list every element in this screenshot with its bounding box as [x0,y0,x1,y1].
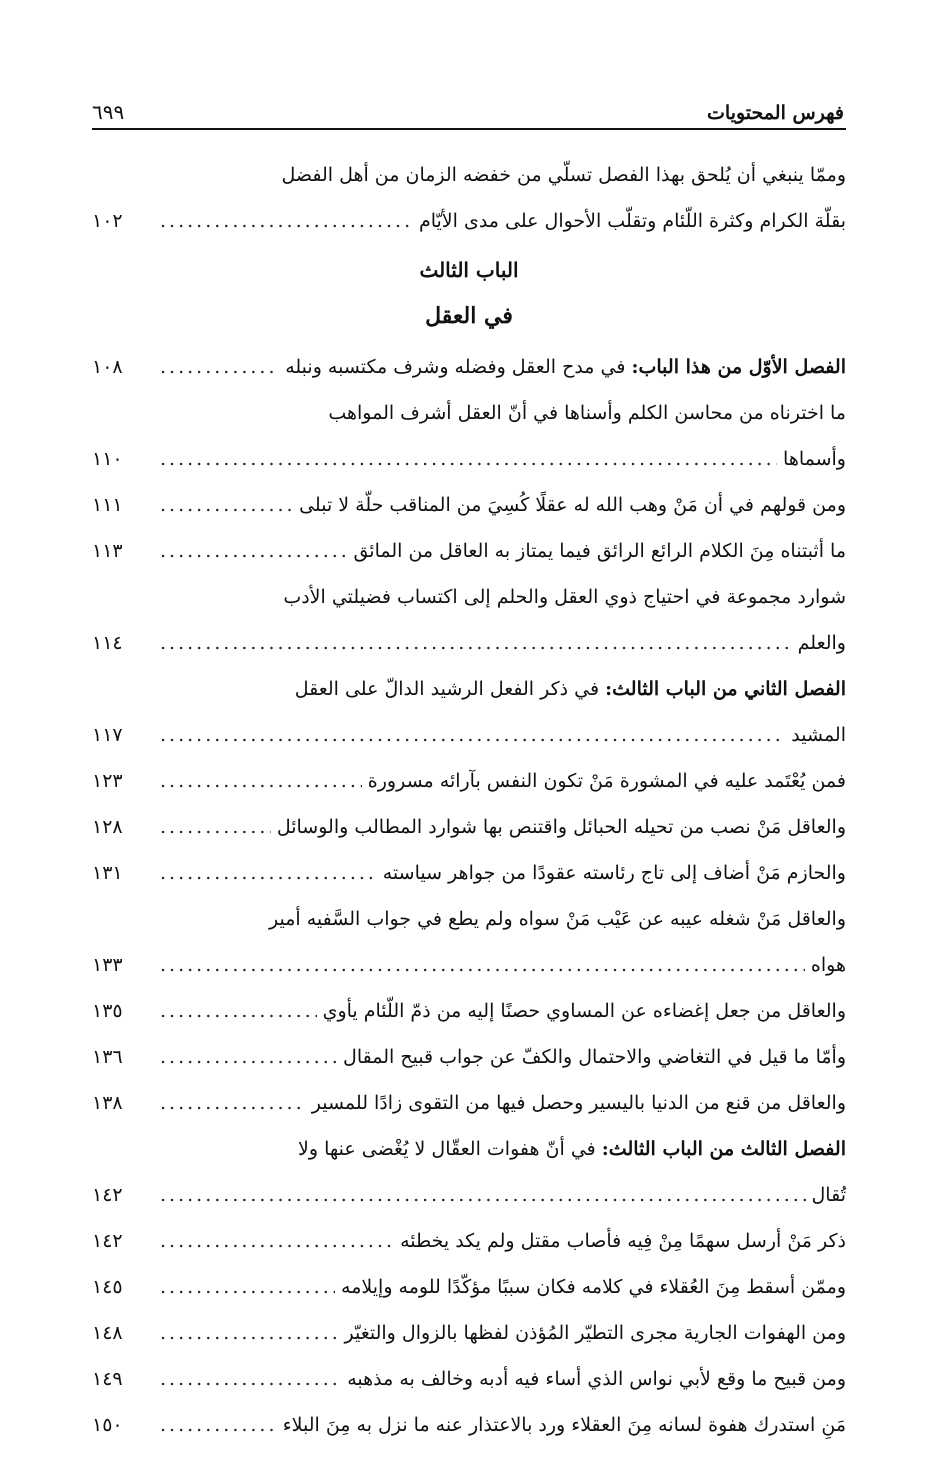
toc-text-body: وممّن أسقط مِنَ العُقلاء في كلامه فكان سببًا مؤكّدًا للومه وإيلامه [341,1276,846,1298]
toc-line [92,1126,846,1172]
dot-leader [160,1402,277,1448]
toc-text-body: والعاقل مَنْ نصب من تحيله الحبائل واقتنص بها شوارد المطالب والوسائل [276,816,846,838]
dot-leader [160,942,805,988]
chapter-subtitle-text: في العقل [425,303,513,329]
toc-line [92,1218,846,1264]
toc-text: والعلم [797,632,846,654]
toc-line [92,758,846,804]
dot-leader [160,620,792,666]
toc-line [92,390,846,436]
toc-text [368,758,846,804]
running-title: فهرس المحتويات [707,102,844,124]
dot-leader [160,1080,306,1126]
toc-line [92,1080,846,1126]
toc-entry [92,1356,846,1402]
toc-text [341,1264,846,1310]
toc-line [92,988,846,1034]
toc-entry [92,758,846,804]
toc-text: وممّا ينبغي أن يُلحق بهذا الفصل تسلّي من خفضه الزمان من أهل الفضل [281,164,846,186]
toc-line [92,1310,846,1356]
chapter-subtitle [92,296,846,344]
toc-entry [92,1034,846,1080]
toc-text [323,988,846,1034]
toc-text [343,1034,846,1080]
toc-entry [92,482,846,528]
toc-line [92,620,846,666]
toc-text-body: ومن الهفوات الجارية مجرى التطيّر المُؤذن لفظها بالزوال والتغيّر [344,1322,846,1344]
dot-leader [160,1172,806,1218]
toc-text-body: ومن قولهم في أن مَنْ وهب الله له عقلًا كُسِيَ من المناقب حلّة لا تبلى [299,494,846,516]
toc-entry [92,390,846,482]
toc-entry [92,988,846,1034]
toc-line [92,1402,846,1448]
toc-text-body: والعاقل مَنْ شغله عيبه عن عَيْب مَنْ سواه ولم يطع في جواب السَّفيه أمير [269,908,846,930]
toc-page-number: ١١٠ [92,448,123,470]
toc-text: تُقال [811,1184,846,1206]
toc-entry [92,1218,846,1264]
toc-text-body: ومن قبيح ما وقع لأبي نواس الذي أساء فيه أدبه وخالف به مذهبه [347,1368,846,1390]
toc-entry [92,1080,846,1126]
toc-text-body: في مدح العقل وفضله وشرف مكتسبه ونبله [285,356,632,378]
dot-leader [160,1310,338,1356]
toc-text: المشيد [791,724,846,746]
toc-line [92,1034,846,1080]
toc-page-number: ١١٧ [92,724,123,746]
toc-line [92,1172,846,1218]
toc-line [92,528,846,574]
toc-text-body: والعاقل من جعل إغضاءه عن المساوي حصنًا إليه من ذمّ اللّئام يأوي [322,1000,846,1022]
toc-line [92,152,846,198]
toc-entry [92,850,846,896]
toc-line [92,344,846,390]
toc-text-body: ما أثبتناه مِنَ الكلام الرائع الرائق فيما يمتاز به العاقل من المائق [353,540,846,562]
toc-page-number: ١٣٨ [92,1092,123,1114]
dot-leader [160,1264,335,1310]
toc-entry [92,344,846,390]
toc-line [92,1264,846,1310]
page-number: ٦٩٩ [92,100,125,124]
toc-text [347,1356,846,1402]
toc-text [400,1218,846,1264]
toc-entry [92,1310,846,1356]
toc-text-body: مَنِ استدرك هفوة لسانه مِنَ العقلاء ورد بالاعتذار عنه ما نزل به مِنَ البلاء [282,1414,846,1436]
toc-line [92,712,846,758]
toc-line [92,666,846,712]
section-heading: الفصل الثاني من الباب الثالث: [605,678,846,700]
dot-leader [160,850,377,896]
toc-entry [92,896,846,988]
toc-text-body: في ذكر الفعل الرشيد الدالّ على العقل [294,678,606,700]
toc-line [92,574,846,620]
dot-leader [160,804,271,850]
toc-page-number: ١١٤ [92,632,123,654]
toc-text [283,1402,846,1448]
toc-text [269,896,846,942]
toc-page-number: ١٣٥ [92,1000,123,1022]
toc-text-body: والعاقل من قنع من الدنيا باليسير وحصل فيها من التقوى زادًا للمسير [311,1092,846,1114]
toc-text-body: وأمّا ما قيل في التغاضي والاحتمال والكفّ عن جواب قبيح المقال [343,1046,846,1068]
toc-entry [92,804,846,850]
toc-entry [92,1402,846,1448]
dot-leader [160,1218,394,1264]
dot-leader [160,1356,341,1402]
dot-leader [160,712,785,758]
toc-text: هواه [810,954,846,976]
dot-leader [160,988,317,1034]
toc-line [92,896,846,942]
toc-text [277,804,846,850]
toc-page-number: ١٢٣ [92,770,123,792]
toc-entry [92,152,846,244]
toc-entries [92,344,846,1448]
toc-page-number: ١٠٨ [92,356,123,378]
toc-text [312,1080,846,1126]
dot-leader [160,482,293,528]
toc-text [283,574,846,620]
toc-entry [92,666,846,758]
toc-page-number: ١٤٨ [92,1322,123,1344]
toc-page-number: ١٣٣ [92,954,123,976]
toc-page-number: ١٤٥ [92,1276,123,1298]
toc-page-number: ١٥٠ [92,1414,123,1436]
toc-page-number: ١١١ [92,494,123,516]
toc-page-number: ١٤٢ [92,1230,123,1252]
dot-leader [160,436,777,482]
toc-entry [92,1126,846,1218]
toc-text [295,666,846,712]
toc-text [328,390,846,436]
toc-line [92,850,846,896]
toc-page-number: ١٠٢ [92,210,123,232]
toc-page-number: ١٣١ [92,862,123,884]
toc-text-body: فمن يُعْتَمد عليه في المشورة مَنْ تكون النفس بآرائه مسرورة [367,770,846,792]
chapter-title: الباب الثالث [419,258,519,282]
toc-text-body: شوارد مجموعة في احتياج ذوي العقل والحلم إلى اكتساب فضيلتي الأدب [283,586,846,608]
section-heading: الفصل الثالث من الباب الثالث: [601,1138,846,1160]
dot-leader [160,344,279,390]
page-header [92,92,844,124]
toc-text: وأسماها [783,448,846,470]
toc-page-number: ١٢٨ [92,816,123,838]
toc-text [383,850,846,896]
toc-page-number: ١٤٢ [92,1184,123,1206]
toc-text-body: ذكر مَنْ أرسل سهمًا مِنْ فِيه فأصاب مقتل ولم يكد يخطئه [400,1230,846,1252]
dot-leader [160,198,413,244]
toc-page-number: ١٤٩ [92,1368,123,1390]
toc-line [92,1356,846,1402]
toc-body [92,152,846,1448]
toc-text-body: ما اخترناه من محاسن الكلم وأسناها في أنّ العقل أشرف المواهب [328,402,846,424]
toc-entry [92,574,846,666]
header-rule [92,128,846,130]
toc-entry [92,528,846,574]
dot-leader [160,528,347,574]
toc-entry [92,1264,846,1310]
toc-text [298,1126,846,1172]
toc-text [353,528,846,574]
dot-leader [160,758,362,804]
toc-text [344,1310,846,1356]
toc-page-number: ١١٣ [92,540,123,562]
toc-text: بقلّة الكرام وكثرة اللّئام وتقلّب الأحوال على مدى الأيّام [418,210,846,232]
toc-line [92,198,846,244]
section-heading: الفصل الأوّل من هذا الباب: [631,356,846,378]
toc-page-number: ١٣٦ [92,1046,123,1068]
toc-text [299,482,846,528]
toc-line [92,804,846,850]
toc-text-body: والحازم مَنْ أضاف إلى تاج رئاسته عقودًا من جواهر سياسته [382,862,846,884]
toc-text [285,344,846,390]
toc-line [92,942,846,988]
toc-text-body: في أنّ هفوات العقّال لا يُغْضى عنها ولا [298,1138,602,1160]
toc-line [92,482,846,528]
dot-leader [160,1034,337,1080]
toc-line [92,436,846,482]
